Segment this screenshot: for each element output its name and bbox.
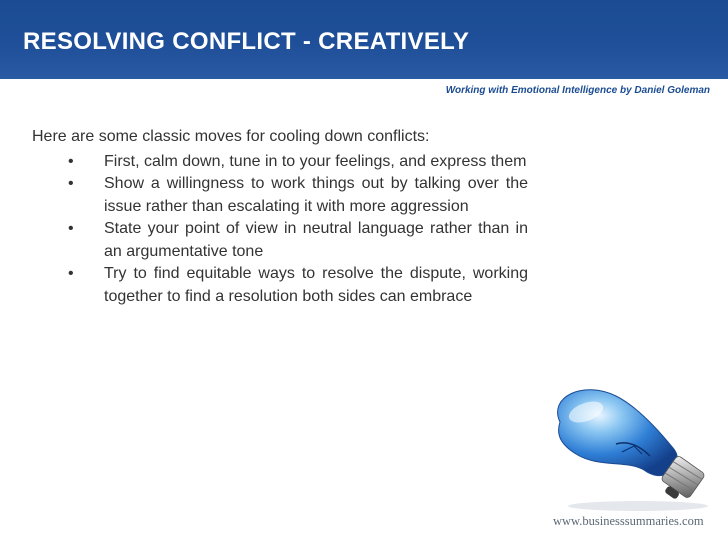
bullet-icon: • <box>68 265 74 282</box>
website-url: www.businesssummaries.com <box>553 514 704 528</box>
list-item <box>32 218 528 263</box>
bullet-text: Show a willingness to work things out by talking over the issue rather than escalating it with more aggression <box>104 175 528 215</box>
bullet-icon: • <box>68 220 74 237</box>
list-item <box>32 173 528 218</box>
bullet-list <box>32 151 528 309</box>
header-band <box>0 0 728 79</box>
bullet-icon: • <box>68 175 74 192</box>
bullet-text: Try to find equitable ways to resolve the dispute, working together to find a resolution both sides can embrace <box>104 265 528 305</box>
slide-content <box>32 126 528 308</box>
list-item <box>32 263 528 308</box>
lightbulb-icon <box>538 382 722 512</box>
bullet-text: State your point of view in neutral language rather than in an argumentative tone <box>104 220 528 260</box>
list-item <box>32 151 528 174</box>
slide-title: RESOLVING CONFLICT - CREATIVELY <box>23 28 470 55</box>
intro-text: Here are some classic moves for cooling down conflicts: <box>32 128 430 145</box>
bullet-text: First, calm down, tune in to your feelings, and express them <box>104 152 527 170</box>
bullet-icon: • <box>68 152 74 170</box>
book-attribution: Working with Emotional Intelligence by Daniel Goleman <box>445 85 710 96</box>
